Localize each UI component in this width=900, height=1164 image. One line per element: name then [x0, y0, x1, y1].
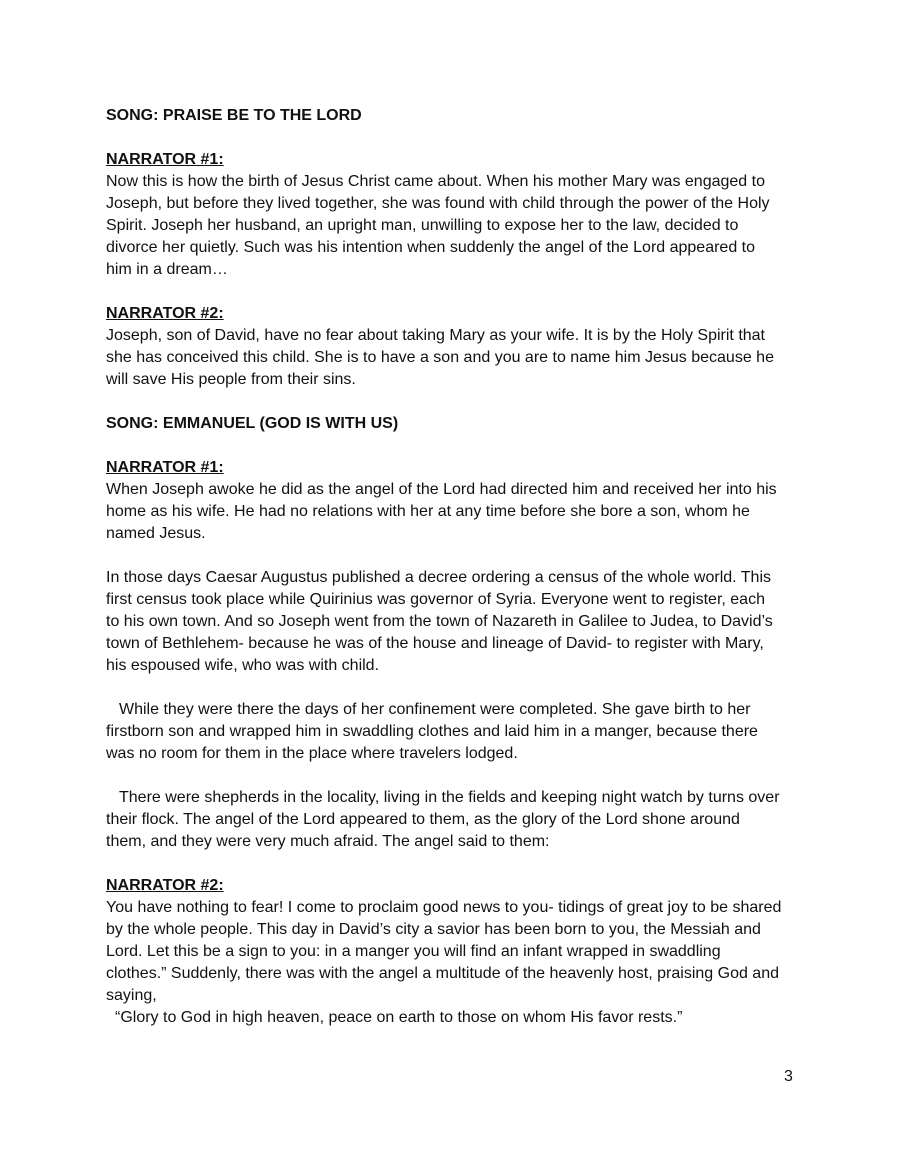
speaker-label-narrator-1: NARRATOR #1:	[106, 151, 224, 168]
narrator-1-paragraph-shepherds: There were shepherds in the locality, living in the fields and keeping night watch by turns over their flock. The angel of the Lord appeared to them, as the glory of the Lord shone around them, and they were very much afraid. The angel said to them:	[106, 789, 780, 850]
narrator-2-paragraph: Joseph, son of David, have no fear about taking Mary as your wife. It is by the Holy Spirit that she has conceived this child. She is to have a son and you are to name him Jesus because he will save His people from their sins.	[106, 327, 774, 388]
narrator-2-paragraph-angel: You have nothing to fear! I come to proclaim good news to you- tidings of great joy to be shared by the whole people. This day in David’s city a savior has been born to you, the Messiah and Lord. Let this be a sign to you: in a manger you will find an infant wrapped in swaddling clothes.” Suddenly, there was with the angel a multitude of the heavenly host, praising God and saying,	[106, 899, 782, 1004]
speaker-label-narrator-1-second: NARRATOR #1:	[106, 459, 224, 476]
narrator-1-paragraph-census: In those days Caesar Augustus published a decree ordering a census of the whole world. This first census took place while Quirinius was governor of Syria. Everyone went to register, each to his own town. And so Joseph went from the town of Nazareth in Galilee to Judea, to David’s town of Bethlehem- because he was of the house and lineage of David- to register with Mary, his espoused wife, who was with child.	[106, 569, 773, 674]
song-title-emmanuel: SONG: EMMANUEL (GOD IS WITH US)	[106, 415, 399, 432]
speaker-label-narrator-2: NARRATOR #2:	[106, 305, 224, 322]
script-body	[106, 105, 806, 1029]
narrator-1-paragraph-birth: While they were there the days of her confinement were completed. She gave birth to her firstborn son and wrapped him in swaddling clothes and laid him in a manger, because there was no room for them in the place where travelers lodged.	[106, 701, 758, 762]
page-number: 3	[784, 1068, 793, 1085]
angel-quote-line: “Glory to God in high heaven, peace on earth to those on whom His favor rests.”	[115, 1009, 683, 1026]
narrator-1-paragraph: Now this is how the birth of Jesus Christ came about. When his mother Mary was engaged to Joseph, but before they lived together, she was found with child through the power of the Holy Spirit. Joseph her husband, an upright man, unwilling to expose her to the law, decided to divorce her quietly. Such was his intention when suddenly the angel of the Lord appeared to him in a dream…	[106, 173, 770, 278]
speaker-label-narrator-2-second: NARRATOR #2:	[106, 877, 224, 894]
narrator-1-paragraph-joseph-awoke: When Joseph awoke he did as the angel of the Lord had directed him and received her into his home as his wife. He had no relations with her at any time before she bore a son, whom he named Jesus.	[106, 481, 777, 542]
song-title-praise: SONG: PRAISE BE TO THE LORD	[106, 107, 362, 124]
